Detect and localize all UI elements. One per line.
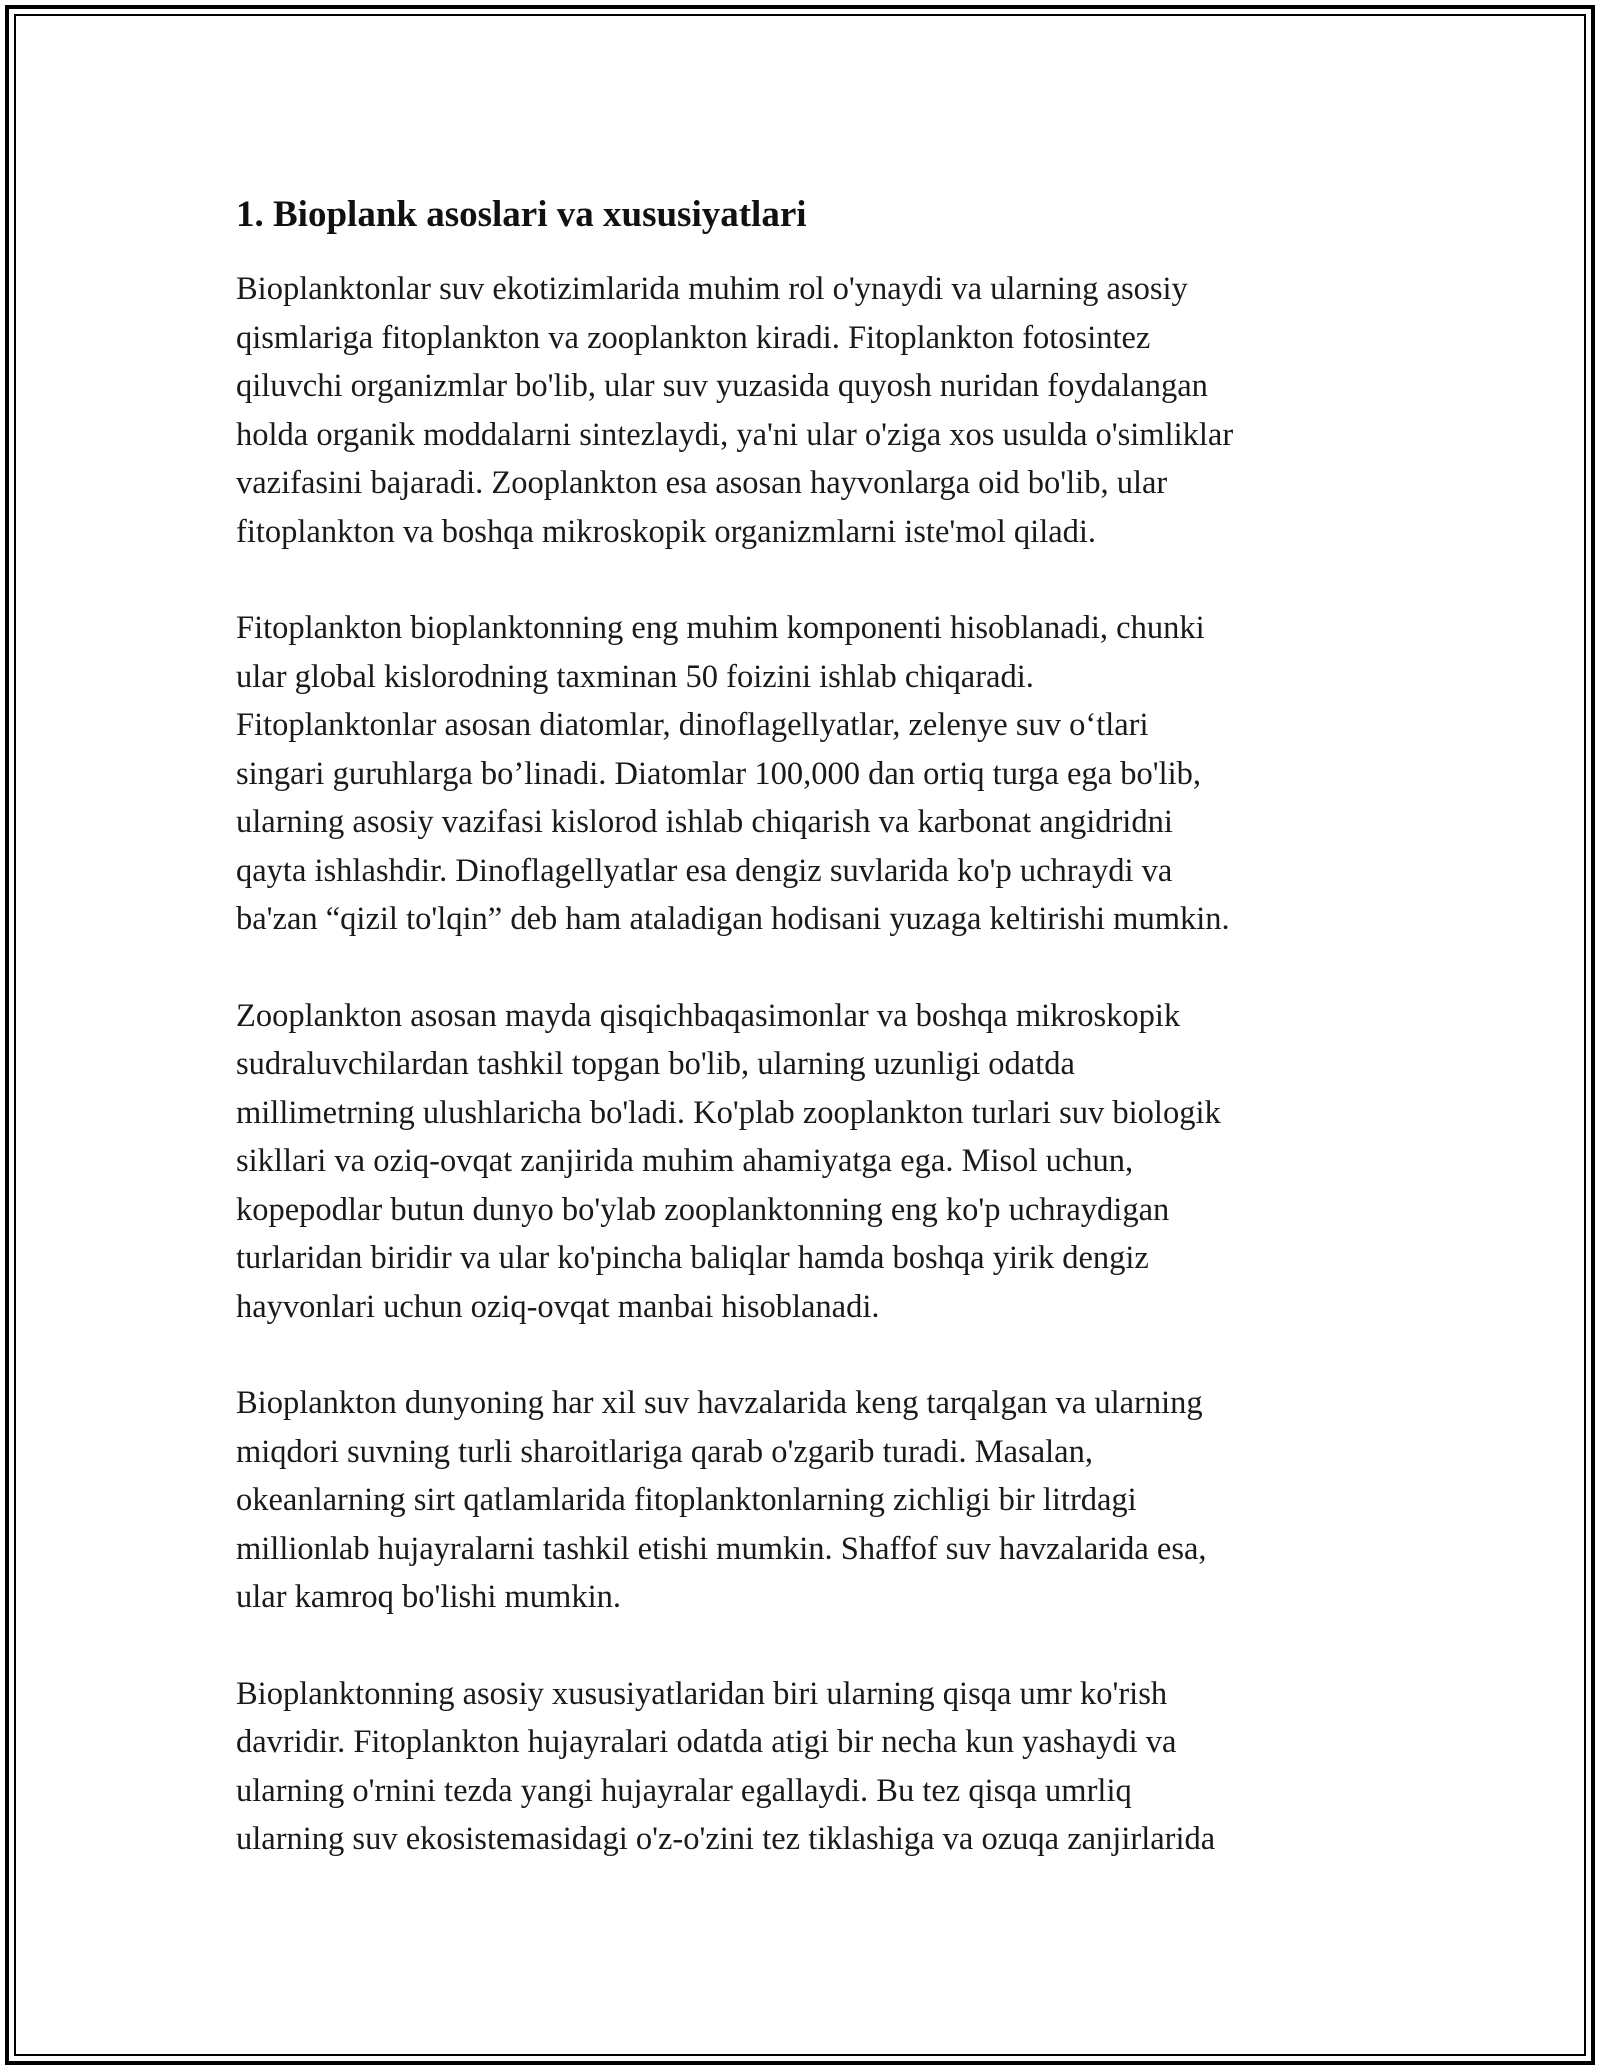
paragraph-phytoplankton: Fitoplankton bioplanktonning eng muhim komponenti hisoblanadi, chunki ular global kislorodning taxminan 50 foizini ishlab chiqaradi. Fitoplanktonlar asosan diatomlar, dinoflagellyatlar, zelenye suv o‘tlari singari guruhlarga bo’linadi. Diatomlar 100,000 dan ortiq turga ega bo'lib, ularning asosiy vazifasi kislorod ishlab chiqarish va karbonat angidridni qayta ishlashdir. Dinoflagellyatlar esa dengiz suvlarida ko'p uchraydi va ba'zan “qizil to'lqin” deb ham ataladigan hodisani yuzaga keltirishi mumkin. (236, 610, 1230, 937)
paragraph-overview: Bioplanktonlar suv ekotizimlarida muhim rol o'ynaydi va ularning asosiy qismlariga fitoplankton va zooplankton kiradi. Fitoplankton fotosintez qiluvchi organizmlar bo'lib, ular suv yuzasida quyosh nuridan foydalangan holda organik moddalarni sintezlaydi, ya'ni ular o'ziga xos usulda o'simliklar vazifasini bajaradi. Zooplankton esa asosan hayvonlarga oid bo'lib, ular fitoplankton va boshqa mikroskopik organizmlarni iste'mol qiladi. (236, 271, 1234, 550)
document-body (236, 187, 1396, 1912)
paragraph-lifespan: Bioplanktonning asosiy xususiyatlaridan biri ularning qisqa umr ko'rish davridir. Fitoplankton hujayralari odatda atigi bir necha kun yashaydi va ularning o'rnini tezda yangi hujayralar egallaydi. Bu tez qisqa umrliq ularning suv ekosistemasidagi o'z-o'zini tez tiklashiga va ozuqa zanjirlarida (236, 1675, 1216, 1857)
paragraph-distribution: Bioplankton dunyoning har xil suv havzalarida keng tarqalgan va ularning miqdori suvning turli sharoitlariga qarab o'zgarib turadi. Masalan, okeanlarning sirt qatlamlarida fitoplanktonlarning zichligi bir litrdagi millionlab hujayralarni tashkil etishi mumkin. Shaffof suv havzalarida esa, ular kamroq bo'lishi mumkin. (236, 1385, 1207, 1615)
section-heading: 1. Bioplank asoslari va xususiyatlari (236, 194, 807, 235)
paragraph-zooplankton: Zooplankton asosan mayda qisqichbaqasimonlar va boshqa mikroskopik sudraluvchilardan tashkil topgan bo'lib, ularning uzunligi odatda millimetrning ulushlaricha bo'ladi. Ko'plab zooplankton turlari suv biologik sikllari va oziq-ovqat zanjirida muhim ahamiyatga ega. Misol uchun, kopepodlar butun dunyo bo'ylab zooplanktonning eng ko'p uchraydigan turlaridan biridir va ular ko'pincha baliqlar hamda boshqa yirik dengiz hayvonlari uchun oziq-ovqat manbai hisoblanadi. (236, 997, 1221, 1325)
